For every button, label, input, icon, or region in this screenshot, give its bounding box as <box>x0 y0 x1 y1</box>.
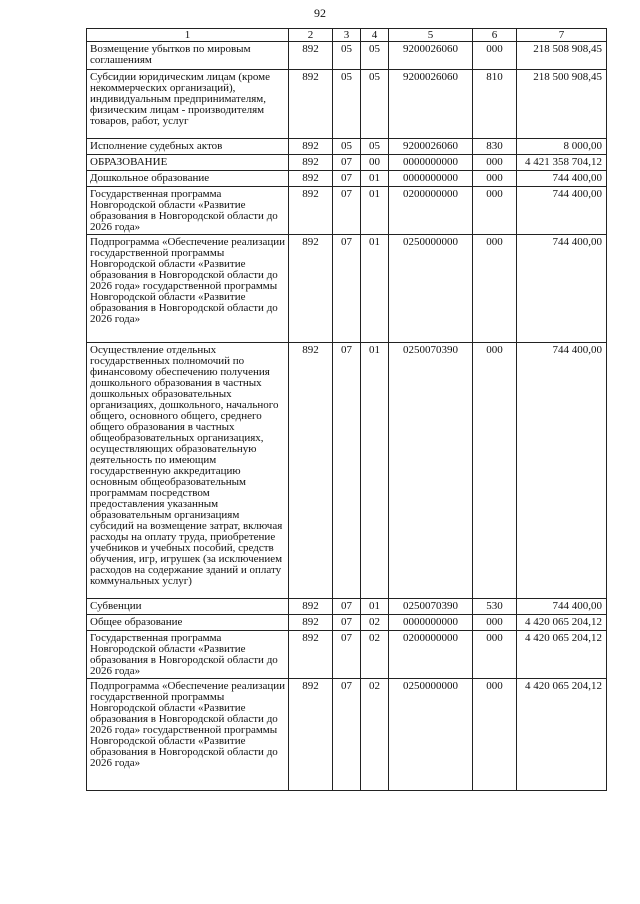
row-sum: 744 400,00 <box>517 187 607 235</box>
table-row <box>87 599 607 615</box>
column-header: 6 <box>473 29 517 42</box>
row-ved: 892 <box>289 599 333 615</box>
row-sum: 4 420 065 204,12 <box>517 615 607 631</box>
row-sum: 744 400,00 <box>517 235 607 343</box>
row-ved: 892 <box>289 155 333 171</box>
column-header: 5 <box>389 29 473 42</box>
row-csr: 0250000000 <box>389 235 473 343</box>
row-csr: 0000000000 <box>389 615 473 631</box>
row-sum: 4 421 358 704,12 <box>517 155 607 171</box>
row-pr: 02 <box>361 679 389 791</box>
row-ved: 892 <box>289 187 333 235</box>
row-rz: 05 <box>333 70 361 139</box>
row-pr: 05 <box>361 139 389 155</box>
row-vr: 000 <box>473 343 517 599</box>
table-row <box>87 631 607 679</box>
table-row <box>87 343 607 599</box>
row-vr: 000 <box>473 171 517 187</box>
row-name: Субвенции <box>87 599 289 615</box>
row-pr: 01 <box>361 187 389 235</box>
row-vr: 000 <box>473 155 517 171</box>
header-row <box>87 29 607 42</box>
row-csr: 9200026060 <box>389 139 473 155</box>
table-row <box>87 615 607 631</box>
row-ved: 892 <box>289 42 333 70</box>
table-row <box>87 155 607 171</box>
row-ved: 892 <box>289 235 333 343</box>
row-rz: 07 <box>333 631 361 679</box>
row-csr: 0250070390 <box>389 343 473 599</box>
budget-table <box>86 28 607 791</box>
column-header: 7 <box>517 29 607 42</box>
row-vr: 530 <box>473 599 517 615</box>
column-header: 4 <box>361 29 389 42</box>
table-row <box>87 187 607 235</box>
row-csr: 0000000000 <box>389 171 473 187</box>
row-rz: 07 <box>333 171 361 187</box>
row-pr: 05 <box>361 42 389 70</box>
row-vr: 000 <box>473 187 517 235</box>
row-name: Возмещение убытков по мировым соглашениям <box>87 42 289 70</box>
row-sum: 218 508 908,45 <box>517 42 607 70</box>
row-pr: 01 <box>361 343 389 599</box>
row-rz: 07 <box>333 187 361 235</box>
row-name: Государственная программа Новгородской области «Развитие образования в Новгородской области до 2026 года» <box>87 187 289 235</box>
row-csr: 9200026060 <box>389 70 473 139</box>
row-ved: 892 <box>289 171 333 187</box>
row-vr: 830 <box>473 139 517 155</box>
row-rz: 07 <box>333 343 361 599</box>
table-row <box>87 139 607 155</box>
row-vr: 000 <box>473 235 517 343</box>
row-rz: 07 <box>333 615 361 631</box>
row-name: Подпрограмма «Обеспечение реализации государственной программы Новгородской области «Развитие образования в Новгородской области до 2026 года» государственной программы Новгородской области «Развитие образования в Новгородской области до 2026 года» <box>87 235 289 343</box>
row-vr: 000 <box>473 631 517 679</box>
table-row <box>87 235 607 343</box>
row-name: Государственная программа Новгородской области «Развитие образования в Новгородской области до 2026 года» <box>87 631 289 679</box>
row-vr: 000 <box>473 42 517 70</box>
row-rz: 05 <box>333 42 361 70</box>
row-sum: 8 000,00 <box>517 139 607 155</box>
row-ved: 892 <box>289 139 333 155</box>
row-pr: 01 <box>361 171 389 187</box>
row-name: ОБРАЗОВАНИЕ <box>87 155 289 171</box>
row-pr: 02 <box>361 631 389 679</box>
row-sum: 218 500 908,45 <box>517 70 607 139</box>
table-row <box>87 679 607 791</box>
row-csr: 9200026060 <box>389 42 473 70</box>
row-sum: 4 420 065 204,12 <box>517 679 607 791</box>
column-header: 2 <box>289 29 333 42</box>
row-name: Исполнение судебных актов <box>87 139 289 155</box>
row-pr: 00 <box>361 155 389 171</box>
row-ved: 892 <box>289 631 333 679</box>
row-vr: 000 <box>473 615 517 631</box>
row-ved: 892 <box>289 679 333 791</box>
row-name: Общее образование <box>87 615 289 631</box>
row-pr: 01 <box>361 235 389 343</box>
row-csr: 0200000000 <box>389 187 473 235</box>
row-csr: 0200000000 <box>389 631 473 679</box>
row-sum: 744 400,00 <box>517 171 607 187</box>
row-sum: 744 400,00 <box>517 599 607 615</box>
table-row <box>87 171 607 187</box>
row-ved: 892 <box>289 343 333 599</box>
column-header: 1 <box>87 29 289 42</box>
row-pr: 02 <box>361 615 389 631</box>
table-row <box>87 42 607 70</box>
row-sum: 744 400,00 <box>517 343 607 599</box>
row-csr: 0000000000 <box>389 155 473 171</box>
row-vr: 810 <box>473 70 517 139</box>
row-rz: 07 <box>333 235 361 343</box>
row-pr: 01 <box>361 599 389 615</box>
row-pr: 05 <box>361 70 389 139</box>
page-number: 92 <box>314 6 326 20</box>
row-name: Дошкольное образование <box>87 171 289 187</box>
row-csr: 0250070390 <box>389 599 473 615</box>
row-rz: 05 <box>333 139 361 155</box>
row-rz: 07 <box>333 679 361 791</box>
row-rz: 07 <box>333 155 361 171</box>
row-ved: 892 <box>289 615 333 631</box>
row-ved: 892 <box>289 70 333 139</box>
column-header: 3 <box>333 29 361 42</box>
row-sum: 4 420 065 204,12 <box>517 631 607 679</box>
row-name: Осуществление отдельных государственных полномочий по финансовому обеспечению получения дошкольного образования в частных дошкольных образовательных организациях, дошкольного, начального общего, основного общего, среднего общего образования в частных общеобразовательных организациях, осуществляющих образовательную деятельность по имеющим государственную аккредитацию основным общеобразовательным программам посредством предоставления указанным образовательным организациям субсидий на возмещение затрат, включая расходы на оплату труда, приобретение учебников и учебных пособий, средств обучения, игр, игрушек (за исключением расходов на содержание зданий и оплату коммунальных услуг) <box>87 343 289 599</box>
row-name: Подпрограмма «Обеспечение реализации государственной программы Новгородской области «Развитие образования в Новгородской области до 2026 года» государственной программы Новгородской области «Развитие образования в Новгородской области до 2026 года» <box>87 679 289 791</box>
row-name: Субсидии юридическим лицам (кроме некоммерческих организаций), индивидуальным предпринимателям, физическим лицам - производителям товаров, работ, услуг <box>87 70 289 139</box>
table-row <box>87 70 607 139</box>
row-vr: 000 <box>473 679 517 791</box>
row-rz: 07 <box>333 599 361 615</box>
row-csr: 0250000000 <box>389 679 473 791</box>
